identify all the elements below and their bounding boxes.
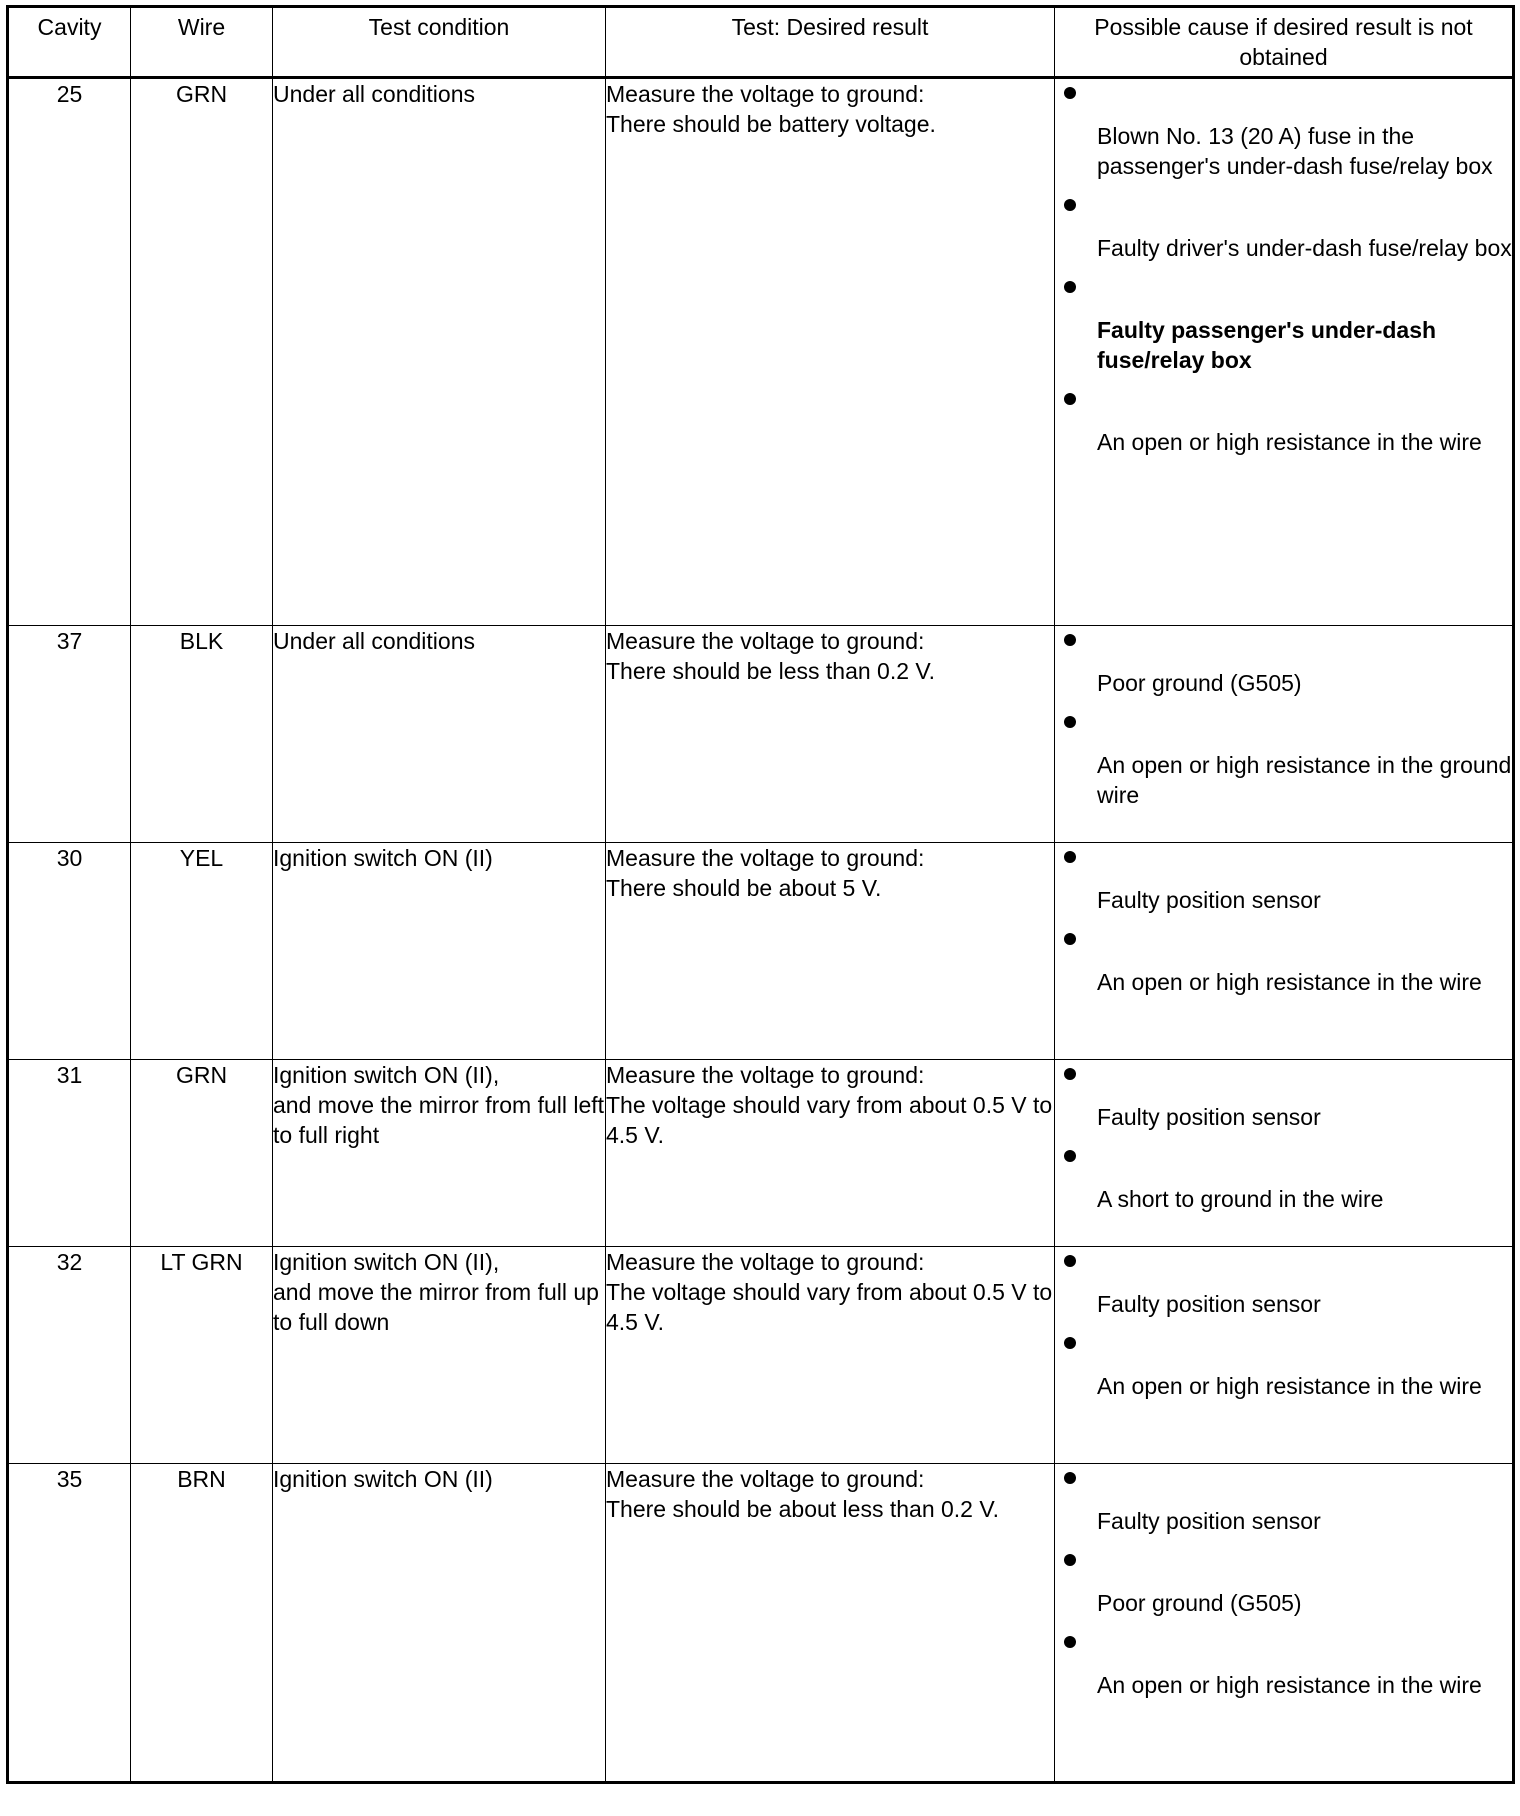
cause-item	[1055, 281, 1512, 375]
desired-result-cell: Measure the voltage to ground: The voltage should vary from about 0.5 V to 4.5 V.	[606, 1247, 1055, 1464]
table-row	[8, 1247, 1514, 1464]
bullet-icon	[1064, 716, 1076, 728]
cavity-cell: 37	[8, 626, 131, 843]
wire-cell: GRN	[131, 78, 273, 626]
bullet-icon	[1064, 393, 1076, 405]
cause-item	[1055, 393, 1512, 457]
table-row	[8, 626, 1514, 843]
table-row	[8, 843, 1514, 1060]
cause-text: An open or high resistance in the wire	[1097, 429, 1482, 455]
header-cavity: Cavity	[8, 7, 131, 78]
header-wire: Wire	[131, 7, 273, 78]
test-condition-cell: Under all conditions	[273, 78, 606, 626]
possible-cause-cell	[1055, 1247, 1514, 1464]
cause-text: Faulty passenger's under-dash fuse/relay box	[1097, 317, 1437, 373]
header-possible-cause: Possible cause if desired result is not obtained	[1055, 7, 1514, 78]
table-header-row	[8, 7, 1514, 78]
cause-item	[1055, 87, 1512, 181]
test-condition-cell: Ignition switch ON (II)	[273, 1464, 606, 1783]
table-row	[8, 1060, 1514, 1247]
bullet-icon	[1064, 1150, 1076, 1162]
test-condition-cell: Under all conditions	[273, 626, 606, 843]
cause-text: Faulty position sensor	[1097, 1291, 1321, 1317]
cavity-cell: 32	[8, 1247, 131, 1464]
desired-result-cell: Measure the voltage to ground: There should be about less than 0.2 V.	[606, 1464, 1055, 1783]
test-condition-cell: Ignition switch ON (II), and move the mirror from full left to full right	[273, 1060, 606, 1247]
cause-item	[1055, 1554, 1512, 1618]
possible-cause-cell	[1055, 626, 1514, 843]
cause-text: An open or high resistance in the ground wire	[1097, 752, 1512, 808]
header-desired-result: Test: Desired result	[606, 7, 1055, 78]
possible-cause-cell	[1055, 1060, 1514, 1247]
cause-text: An open or high resistance in the wire	[1097, 1672, 1482, 1698]
bullet-icon	[1064, 87, 1076, 99]
possible-cause-cell	[1055, 78, 1514, 626]
desired-result-cell: Measure the voltage to ground: There should be less than 0.2 V.	[606, 626, 1055, 843]
cavity-cell: 25	[8, 78, 131, 626]
header-test-condition: Test condition	[273, 7, 606, 78]
cavity-cell: 31	[8, 1060, 131, 1247]
bullet-icon	[1064, 634, 1076, 646]
cause-text: Poor ground (G505)	[1097, 670, 1302, 696]
cause-item	[1055, 1472, 1512, 1536]
wire-cell: YEL	[131, 843, 273, 1060]
cause-item	[1055, 1068, 1512, 1132]
test-condition-cell: Ignition switch ON (II)	[273, 843, 606, 1060]
wire-cell: GRN	[131, 1060, 273, 1247]
wire-cell: BRN	[131, 1464, 273, 1783]
wire-cell: LT GRN	[131, 1247, 273, 1464]
cause-item	[1055, 634, 1512, 698]
cause-item	[1055, 933, 1512, 997]
cause-text: Faulty position sensor	[1097, 887, 1321, 913]
bullet-icon	[1064, 1068, 1076, 1080]
table-row	[8, 1464, 1514, 1783]
cause-item	[1055, 1255, 1512, 1319]
bullet-icon	[1064, 1255, 1076, 1267]
cause-item	[1055, 199, 1512, 263]
wire-cell: BLK	[131, 626, 273, 843]
bullet-icon	[1064, 1472, 1076, 1484]
table-row	[8, 78, 1514, 626]
cause-item	[1055, 1150, 1512, 1214]
cause-text: An open or high resistance in the wire	[1097, 1373, 1482, 1399]
bullet-icon	[1064, 851, 1076, 863]
bullet-icon	[1064, 1636, 1076, 1648]
bullet-icon	[1064, 1337, 1076, 1349]
possible-cause-cell	[1055, 1464, 1514, 1783]
cause-text: Faulty position sensor	[1097, 1104, 1321, 1130]
desired-result-cell: Measure the voltage to ground: There should be about 5 V.	[606, 843, 1055, 1060]
bullet-icon	[1064, 1554, 1076, 1566]
desired-result-cell: Measure the voltage to ground: There should be battery voltage.	[606, 78, 1055, 626]
cause-item	[1055, 716, 1512, 810]
bullet-icon	[1064, 199, 1076, 211]
cavity-cell: 30	[8, 843, 131, 1060]
possible-cause-cell	[1055, 843, 1514, 1060]
cause-text: A short to ground in the wire	[1097, 1186, 1384, 1212]
bullet-icon	[1064, 281, 1076, 293]
cavity-cell: 35	[8, 1464, 131, 1783]
cause-item	[1055, 851, 1512, 915]
connector-test-table	[6, 5, 1515, 1784]
cause-text: Blown No. 13 (20 A) fuse in the passenger's under-dash fuse/relay box	[1097, 123, 1493, 179]
test-condition-cell: Ignition switch ON (II), and move the mirror from full up to full down	[273, 1247, 606, 1464]
cause-text: Faulty position sensor	[1097, 1508, 1321, 1534]
cause-text: Poor ground (G505)	[1097, 1590, 1302, 1616]
cause-text: An open or high resistance in the wire	[1097, 969, 1482, 995]
cause-item	[1055, 1337, 1512, 1401]
cause-text: Faulty driver's under-dash fuse/relay box	[1097, 235, 1512, 261]
cause-item	[1055, 1636, 1512, 1700]
desired-result-cell: Measure the voltage to ground: The voltage should vary from about 0.5 V to 4.5 V.	[606, 1060, 1055, 1247]
bullet-icon	[1064, 933, 1076, 945]
